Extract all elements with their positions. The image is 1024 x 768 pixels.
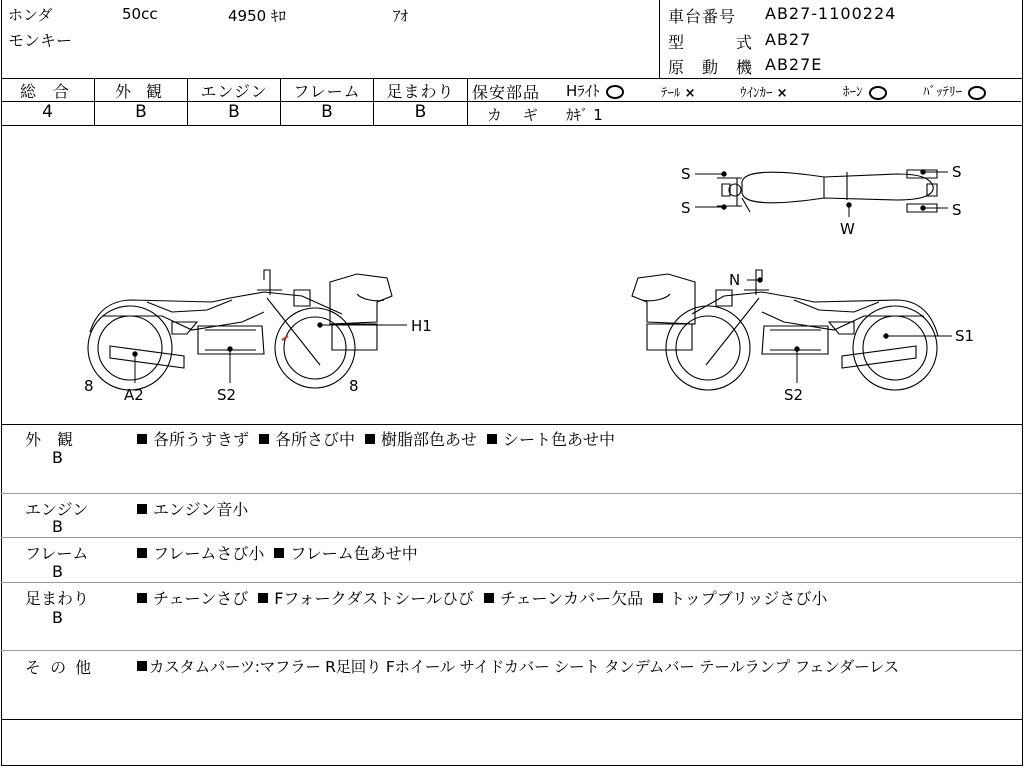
- notes-sep-4: [1, 650, 1022, 651]
- label-a2: A2: [124, 386, 144, 404]
- engine-label-3: 機: [736, 58, 753, 77]
- notes-sep-1: [1, 493, 1022, 494]
- label-n: N: [729, 271, 741, 289]
- ok-circle-icon: [606, 85, 624, 99]
- frame-grade: B: [321, 102, 333, 122]
- frame-no: AB27-1100224: [765, 4, 897, 23]
- type-label-2: 式: [736, 33, 753, 52]
- note-item: チェーンカバー欠品: [499, 589, 644, 608]
- label-s: S: [952, 163, 962, 181]
- label-s: S: [681, 199, 691, 217]
- bullet-square-icon: [274, 548, 284, 558]
- note-item: フレーム色あせ中: [290, 544, 418, 563]
- safety-divider: [468, 101, 1021, 102]
- engine-value: AB27E: [765, 55, 823, 74]
- headlight-label: Hﾗｲﾄ: [566, 82, 600, 100]
- note-item: チェーンさび: [153, 589, 249, 608]
- grade-sep-5: [467, 78, 468, 125]
- exterior-label: 外 観: [114, 82, 168, 101]
- label-s: S: [952, 201, 962, 219]
- notes-other-items: [137, 655, 899, 677]
- notes-suspension-grade: B: [52, 608, 63, 627]
- right-side-bike: [632, 270, 938, 390]
- overall-grade: 4: [42, 102, 53, 122]
- diagram-bottom: [1, 424, 1022, 425]
- notes-frame-label: フレーム: [25, 544, 89, 563]
- mark-s-front-left: [695, 172, 726, 176]
- label-h1: H1: [411, 317, 432, 335]
- overall-label: 総 合: [19, 82, 76, 101]
- bullet-square-icon: [137, 434, 147, 444]
- header-right-sep: [659, 0, 660, 78]
- notes-engine-label: エンジン: [25, 500, 89, 519]
- top-view-outline: [717, 170, 937, 212]
- note-item: カスタムパーツ:マフラー R足回り Fホイール サイドカバー シート タンデムバー テールランプ フェンダーレス: [149, 658, 899, 676]
- label-8-right: 8: [349, 377, 359, 395]
- safety-item-headlight: [566, 80, 624, 101]
- label-s2-left: S2: [217, 386, 237, 404]
- bullet-square-icon: [137, 548, 147, 558]
- battery-label: ﾊﾞｯﾃﾘｰ: [923, 85, 962, 100]
- safety-item-tail: [661, 82, 696, 101]
- x-mark-icon: ×: [776, 86, 788, 101]
- tail-label: ﾃｰﾙ: [661, 86, 681, 101]
- note-item: 各所さび中: [275, 430, 356, 449]
- mark-s1: [884, 334, 952, 338]
- damage-diagram: [2, 126, 1021, 423]
- suspension-grade: B: [414, 102, 427, 122]
- type-label-1: 型: [668, 33, 685, 52]
- ok-circle-icon: [869, 86, 887, 100]
- notes-sep-2: [1, 537, 1022, 538]
- winker-label: ｳｲﾝｶｰ: [740, 86, 773, 101]
- bullet-square-icon: [484, 593, 494, 603]
- safety-item-battery: [923, 81, 986, 100]
- bullet-square-icon: [137, 504, 147, 514]
- mark-s2-left: [228, 347, 232, 383]
- notes-exterior-label: 外 観: [25, 430, 74, 449]
- color: ｱｵ: [393, 7, 409, 25]
- maker: ホンダ: [8, 6, 53, 24]
- mark-s2-right: [795, 347, 799, 383]
- suspension-label: 足まわり: [386, 82, 455, 101]
- safety-item-winker: [740, 82, 788, 101]
- ok-circle-icon: [968, 86, 986, 100]
- left-side-bike: [88, 270, 392, 390]
- notes-end: [1, 719, 1022, 720]
- displacement: 50cc: [122, 5, 158, 23]
- horn-label: ﾎｰﾝ: [843, 85, 863, 100]
- frame-no-label: 車台番号: [668, 7, 737, 26]
- x-mark-icon: ×: [684, 86, 696, 101]
- mileage: 4950 ｷﾛ: [228, 7, 286, 25]
- notes-exterior-items: [137, 427, 615, 450]
- safety-item-horn: [843, 81, 887, 100]
- frame-label: フレーム: [293, 82, 361, 101]
- notes-frame-items: [137, 541, 418, 564]
- note-item: トップブリッジさび小: [669, 589, 828, 608]
- note-item: 樹脂部色あせ: [381, 430, 478, 449]
- engine-label-1: 原: [668, 58, 685, 77]
- type-value: AB27: [765, 30, 812, 49]
- note-item: フレームさび小: [153, 544, 265, 563]
- notes-frame-grade: B: [52, 562, 63, 581]
- notes-engine-items: [137, 497, 248, 520]
- bullet-square-icon: [137, 661, 147, 671]
- engine-label: エンジン: [200, 82, 268, 101]
- key-label: カ ギ: [487, 106, 546, 124]
- label-w: W: [840, 220, 855, 238]
- engine-grade: B: [228, 102, 240, 122]
- mark-s-rear-right: [921, 206, 948, 210]
- mark-a2: [133, 352, 137, 383]
- bullet-square-icon: [653, 593, 663, 603]
- label-s2-right: S2: [784, 386, 804, 404]
- mark-w: [847, 203, 851, 217]
- notes-suspension-items: [137, 586, 827, 609]
- note-item: Fフォークダストシールひび: [274, 589, 474, 608]
- exterior-grade: B: [135, 102, 147, 122]
- label-s: S: [681, 165, 691, 183]
- notes-other-label: そ の 他: [25, 658, 94, 677]
- safety-label: 保安部品: [472, 83, 541, 102]
- note-item: シート色あせ中: [503, 430, 616, 449]
- bullet-square-icon: [365, 434, 375, 444]
- notes-exterior-grade: B: [52, 448, 63, 467]
- bullet-square-icon: [259, 434, 269, 444]
- bullet-square-icon: [487, 434, 497, 444]
- bullet-square-icon: [258, 593, 268, 603]
- label-s1: S1: [955, 327, 975, 345]
- model-name: モンキー: [8, 31, 73, 50]
- notes-sep-3: [1, 582, 1022, 583]
- note-item: 各所うすきず: [153, 430, 250, 449]
- label-8-left: 8: [84, 377, 94, 395]
- notes-engine-grade: B: [52, 517, 63, 536]
- engine-label-2: 動: [702, 58, 719, 77]
- mark-n: [747, 278, 762, 282]
- note-item: エンジン音小: [153, 500, 249, 519]
- bullet-square-icon: [137, 593, 147, 603]
- key-value: ｶｷﾞ 1: [566, 106, 603, 124]
- notes-suspension-label: 足まわり: [25, 589, 90, 608]
